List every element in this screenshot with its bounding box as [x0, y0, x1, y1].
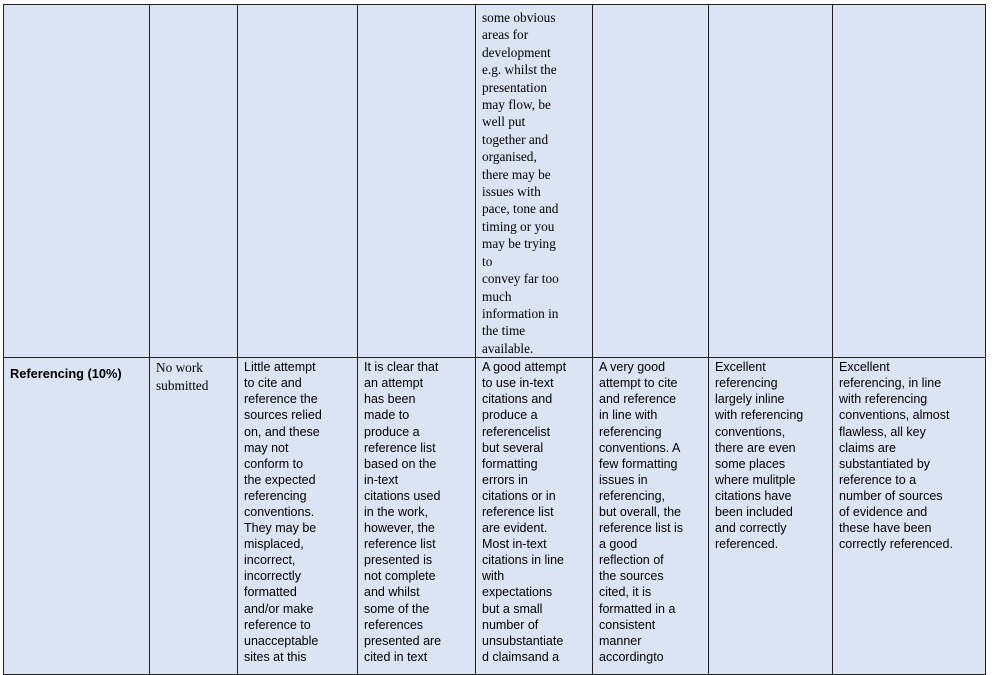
- text-line: citations have: [715, 488, 792, 503]
- table-row: [4, 5, 986, 358]
- text-line: and reference: [599, 392, 677, 407]
- text-line: on, and these: [244, 424, 320, 439]
- text-line: conventions, almost: [839, 408, 950, 423]
- text-line: sites at this: [244, 649, 307, 664]
- text-line: number of sources: [839, 488, 943, 503]
- text-line: are evident.: [482, 521, 548, 536]
- text-line: presented are: [364, 633, 442, 648]
- table-cell: [833, 358, 986, 675]
- text-line: in-text: [364, 472, 399, 487]
- text-line: presentation: [482, 79, 547, 95]
- text-line: reference list: [364, 537, 436, 552]
- criterion-label: Referencing (10%): [4, 358, 150, 675]
- grade-pass-description: [482, 359, 586, 665]
- text-line: d claimsand a: [482, 649, 560, 664]
- text-line: with referencing: [839, 392, 928, 407]
- text-line: together and: [482, 131, 549, 147]
- text-line: but overall, the: [599, 504, 681, 519]
- text-line: may flow, be: [482, 97, 551, 113]
- table-cell: [709, 358, 833, 675]
- text-line: some places: [715, 456, 786, 471]
- text-line: Excellent: [839, 360, 890, 375]
- text-line: and/or make: [244, 601, 314, 616]
- text-line: incorrect,: [244, 553, 296, 568]
- text-line: there may be: [482, 166, 551, 182]
- text-line: largely inline: [715, 392, 785, 407]
- text-line: citations and: [482, 392, 553, 407]
- text-line: some obvious: [482, 10, 556, 25]
- text-line: citations used: [364, 488, 441, 503]
- grade-merit-description: [599, 359, 702, 665]
- table-cell: [476, 5, 593, 358]
- text-line: been included: [715, 504, 793, 519]
- text-line: Most in-text: [482, 537, 547, 552]
- text-line: to use in-text: [482, 376, 554, 391]
- text-line: formatted: [244, 585, 297, 600]
- text-line: conventions.: [244, 504, 315, 519]
- text-line: unacceptable: [244, 633, 319, 648]
- text-line: Little attempt: [244, 360, 316, 375]
- text-line: citations or in: [482, 488, 556, 503]
- text-line: to: [482, 253, 493, 269]
- text-line: referencing: [244, 488, 307, 503]
- text-line: number of: [482, 617, 539, 632]
- text-line: a good: [599, 537, 638, 552]
- text-line: issues with: [482, 184, 541, 200]
- text-line: A very good: [599, 360, 666, 375]
- text-line: accordingto: [599, 649, 664, 664]
- text-line: with referencing: [715, 408, 804, 423]
- text-line: conventions,: [715, 424, 786, 439]
- table-row: [4, 358, 986, 675]
- text-line: produce a: [482, 408, 538, 423]
- text-line: Excellent: [715, 360, 766, 375]
- text-line: formatting: [482, 456, 538, 471]
- text-line: correctly referenced.: [839, 537, 953, 552]
- text-line: made to: [364, 408, 410, 423]
- table-cell: [593, 5, 709, 358]
- text-line: reference list is: [599, 521, 684, 536]
- text-line: well put: [482, 114, 526, 130]
- text-line: errors in: [482, 472, 528, 487]
- text-line: sources relied: [244, 408, 322, 423]
- text-line: reference list: [482, 504, 554, 519]
- text-line: manner: [599, 633, 642, 648]
- text-line: formatted in a: [599, 601, 676, 616]
- text-line: areas for: [482, 27, 529, 43]
- text-line: information in: [482, 305, 559, 321]
- pass-description: [482, 9, 586, 357]
- text-line: the expected: [244, 472, 316, 487]
- text-line: development: [482, 44, 551, 60]
- text-line: referencing, in line: [839, 376, 942, 391]
- text-line: conventions. A: [599, 440, 681, 455]
- text-line: may be trying: [482, 236, 556, 252]
- rubric-table: [3, 4, 986, 675]
- text-line: may not: [244, 440, 289, 455]
- text-line: No work: [156, 360, 203, 376]
- text-line: consistent: [599, 617, 656, 632]
- text-line: referencing: [715, 376, 778, 391]
- text-line: the sources: [599, 569, 664, 584]
- text-line: presented is: [364, 553, 433, 568]
- text-line: of evidence and: [839, 504, 928, 519]
- criterion-cell: [4, 5, 150, 358]
- text-line: issues in: [599, 472, 648, 487]
- text-line: claims are: [839, 440, 896, 455]
- text-line: cited in text: [364, 649, 428, 664]
- text-line: reference list: [364, 440, 436, 455]
- text-line: referencing: [599, 424, 662, 439]
- text-line: flawless, all key: [839, 424, 926, 439]
- text-line: A good attempt: [482, 360, 567, 375]
- text-line: referencing,: [599, 488, 666, 503]
- text-line: attempt to cite: [599, 376, 678, 391]
- text-line: reference to: [244, 617, 311, 632]
- text-line: misplaced,: [244, 537, 304, 552]
- text-line: these have been: [839, 521, 932, 536]
- text-line: unsubstantiate: [482, 633, 564, 648]
- text-line: however, the: [364, 521, 435, 536]
- text-line: convey far too: [482, 271, 559, 287]
- text-line: reference the: [244, 392, 318, 407]
- text-line: referenced.: [715, 537, 779, 552]
- text-line: where mulitple: [715, 472, 796, 487]
- text-line: there are even: [715, 440, 796, 455]
- grade-third-description: [364, 359, 469, 665]
- text-line: They may be: [244, 521, 317, 536]
- text-line: reflection of: [599, 553, 664, 568]
- grade-outstanding-description: [839, 359, 979, 552]
- text-line: and whilst: [364, 585, 420, 600]
- text-line: incorrectly: [244, 569, 301, 584]
- text-line: some of the: [364, 601, 430, 616]
- text-line: has been: [364, 392, 416, 407]
- grade-no-work: [156, 359, 231, 394]
- text-line: expectations: [482, 585, 553, 600]
- text-line: e.g. whilst the: [482, 62, 557, 78]
- table-cell: [238, 5, 358, 358]
- text-line: in line with: [599, 408, 658, 423]
- text-line: pace, tone and: [482, 201, 559, 217]
- text-line: to cite and: [244, 376, 302, 391]
- table-cell: [833, 5, 986, 358]
- text-line: not complete: [364, 569, 436, 584]
- table-cell: [358, 358, 476, 675]
- text-line: organised,: [482, 149, 537, 165]
- table-cell: [476, 358, 593, 675]
- text-line: and correctly: [715, 521, 787, 536]
- text-line: substantiated by: [839, 456, 931, 471]
- text-line: few formatting: [599, 456, 678, 471]
- text-line: reference to a: [839, 472, 917, 487]
- text-line: It is clear that: [364, 360, 439, 375]
- text-line: referencelist: [482, 424, 551, 439]
- table-cell: [358, 5, 476, 358]
- text-line: produce a: [364, 424, 420, 439]
- table-cell: [593, 358, 709, 675]
- text-line: with: [482, 569, 505, 584]
- grade-fail-description: [244, 359, 351, 665]
- text-line: in the work,: [364, 504, 428, 519]
- text-line: the time: [482, 323, 526, 339]
- text-line: cited, it is: [599, 585, 652, 600]
- grade-distinction-description: [715, 359, 826, 552]
- text-line: but a small: [482, 601, 543, 616]
- text-line: based on the: [364, 456, 437, 471]
- table-cell: [238, 358, 358, 675]
- text-line: references: [364, 617, 424, 632]
- text-line: submitted: [156, 377, 209, 393]
- text-line: much: [482, 288, 512, 304]
- text-line: an attempt: [364, 376, 424, 391]
- table-cell: [150, 358, 238, 675]
- text-line: timing or you: [482, 218, 555, 234]
- text-line: but several: [482, 440, 544, 455]
- text-line: available.: [482, 340, 534, 356]
- text-line: conform to: [244, 456, 304, 471]
- text-line: citations in line: [482, 553, 564, 568]
- table-cell: [150, 5, 238, 358]
- table-cell: [709, 5, 833, 358]
